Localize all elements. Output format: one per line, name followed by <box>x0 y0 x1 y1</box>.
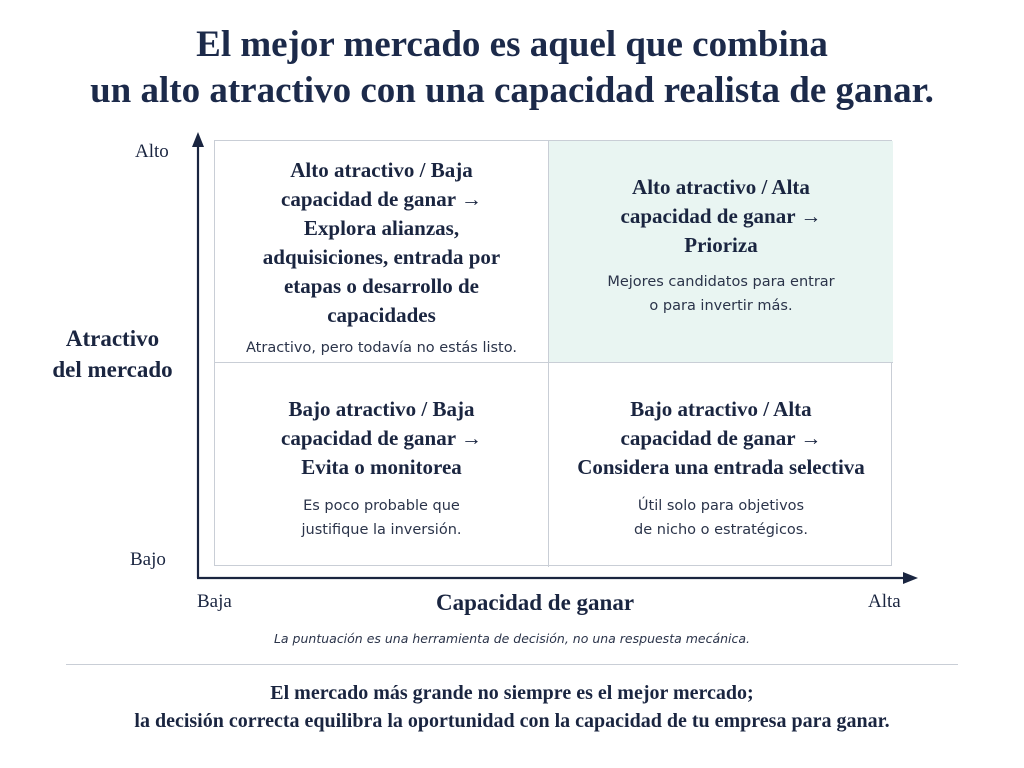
quadrant-note <box>246 336 517 360</box>
y-axis-high-label: Alto <box>135 141 169 162</box>
heading-line: Bajo atractivo / Alta <box>630 397 812 421</box>
quadrant-bottom-left <box>215 363 549 567</box>
quadrant-note <box>301 494 461 542</box>
quadrant-heading <box>577 395 865 482</box>
heading-line: adquisiciones, entrada por <box>262 245 501 269</box>
y-axis-title <box>30 323 195 385</box>
note-line: Atractivo, pero todavía no estás listo. <box>246 340 517 356</box>
y-axis-low-label: Bajo <box>130 549 166 570</box>
quadrant-heading <box>281 395 482 482</box>
heading-line: Evita o monitorea <box>301 455 462 479</box>
x-axis-arrow-icon <box>903 572 918 584</box>
heading-line: Considera una entrada selectiva <box>577 455 865 479</box>
quadrant-heading <box>621 173 822 260</box>
title-line-2: un alto atractivo con una capacidad realista de ganar. <box>90 70 934 111</box>
footer-line-2: la decisión correcta equilibra la oportunidad con la capacidad de tu empresa para ganar. <box>134 710 890 732</box>
note-line: Es poco probable que <box>303 498 460 514</box>
title-line-1: El mejor mercado es aquel que combina <box>196 24 828 65</box>
heading-line: Alto atractivo / Baja <box>290 158 473 182</box>
quadrant-note <box>607 270 834 318</box>
scoring-note: La puntuación es una herramienta de decisión, no una respuesta mecánica. <box>273 631 751 646</box>
heading-line: Alto atractivo / Alta <box>632 175 810 199</box>
heading-line: Explora alianzas, <box>303 216 460 240</box>
x-axis-title: Capacidad de ganar <box>435 590 635 615</box>
heading-line: capacidad de ganar → <box>281 426 482 450</box>
x-axis-high-label: Alta <box>868 591 901 612</box>
heading-line: Prioriza <box>684 233 758 257</box>
footer-message <box>0 679 1024 735</box>
heading-line: capacidades <box>327 303 436 327</box>
divider <box>66 664 958 665</box>
heading-line: etapas o desarrollo de <box>283 274 479 298</box>
note-line: Mejores candidatos para entrar <box>607 274 835 290</box>
y-axis-title-line-2: del mercado <box>52 357 173 382</box>
quadrant-note <box>634 494 808 542</box>
note-line: justifique la inversión. <box>301 522 462 538</box>
heading-line: capacidad de ganar → <box>620 426 822 450</box>
note-line: de nicho o estratégicos. <box>634 522 808 538</box>
heading-line: Bajo atractivo / Baja <box>288 397 475 421</box>
y-axis-arrow-icon <box>192 132 204 147</box>
quadrant-top-left <box>215 141 549 363</box>
quadrant-bottom-right <box>549 363 893 567</box>
x-axis-low-label: Baja <box>197 591 232 612</box>
quadrant-matrix <box>214 140 892 566</box>
quadrant-heading <box>263 156 500 330</box>
note-line: Útil solo para objetivos <box>637 498 805 514</box>
heading-line: capacidad de ganar → <box>620 204 822 228</box>
footer-line-1: El mercado más grande no siempre es el mejor mercado; <box>270 682 754 704</box>
heading-line: capacidad de ganar → <box>281 187 482 211</box>
y-axis-title-line-1: Atractivo <box>65 326 160 351</box>
note-line: o para invertir más. <box>649 298 793 314</box>
quadrant-top-right <box>549 141 893 363</box>
